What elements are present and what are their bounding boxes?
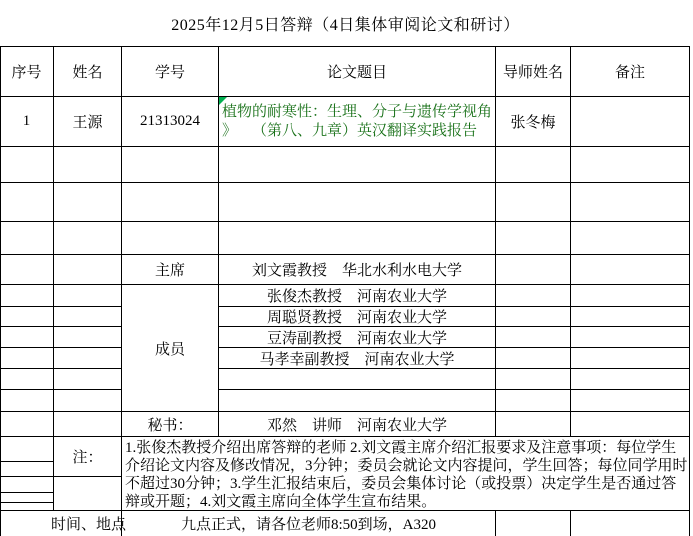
empty-cell[interactable] — [54, 147, 122, 183]
cell-row1-advisor[interactable]: 张冬梅 — [496, 97, 571, 147]
empty-cell[interactable] — [0, 222, 54, 255]
error-marker-icon — [219, 97, 227, 105]
footer-value-cell[interactable]: 九点正式，请各位老师8:50到场，A320 — [122, 511, 496, 536]
empty-cell[interactable] — [571, 307, 690, 327]
empty-cell[interactable] — [219, 369, 496, 390]
member-cell[interactable]: 豆涛副教授 河南农业大学 — [219, 327, 496, 348]
chair-value-cell[interactable]: 刘文霞教授 华北水利水电大学 — [219, 255, 496, 285]
empty-cell[interactable] — [0, 390, 54, 412]
sheet-title: 2025年12月5日答辩（4日集体审阅论文和研讨） — [171, 16, 520, 34]
empty-cell[interactable] — [0, 503, 54, 511]
empty-cell[interactable] — [0, 147, 54, 183]
empty-cell[interactable] — [219, 147, 496, 183]
empty-cell[interactable] — [219, 390, 496, 412]
thesis-title-line1: 植物的耐寒性：生理、分子与遗传学视角 — [222, 103, 493, 120]
header-thesis-title[interactable]: 论文题目 — [219, 47, 496, 97]
members-label-cell[interactable]: 成员 — [122, 285, 219, 412]
secretary-label-cell[interactable]: 秘书： — [122, 412, 219, 437]
empty-cell[interactable] — [496, 307, 571, 327]
empty-cell[interactable] — [219, 183, 496, 222]
notes-line4: 辩或开题；4.刘文霞主席向全体学生宣布结果。 — [125, 494, 437, 510]
header-student-id[interactable]: 学号 — [122, 47, 219, 97]
empty-cell[interactable] — [0, 183, 54, 222]
empty-cell[interactable] — [496, 183, 571, 222]
empty-cell[interactable] — [496, 511, 571, 536]
empty-cell[interactable] — [496, 348, 571, 369]
cell-row1-student-id[interactable]: 21313024 — [122, 97, 219, 147]
empty-cell[interactable] — [496, 327, 571, 348]
note-label-cell[interactable]: 注： — [54, 437, 122, 477]
empty-cell[interactable] — [54, 307, 122, 327]
empty-cell[interactable] — [571, 412, 690, 437]
notes-text-cell[interactable] — [122, 437, 690, 511]
empty-cell[interactable] — [571, 348, 690, 369]
empty-cell[interactable] — [0, 412, 54, 437]
cell-row1-thesis-title[interactable] — [219, 97, 496, 147]
empty-cell[interactable] — [571, 285, 690, 307]
empty-cell[interactable] — [54, 390, 122, 412]
member-cell[interactable]: 马孝幸副教授 河南农业大学 — [219, 348, 496, 369]
cell-row1-no[interactable]: 1 — [0, 97, 54, 147]
empty-cell[interactable] — [54, 255, 122, 285]
empty-cell[interactable] — [54, 477, 122, 511]
notes-line3: 不超过30分钟；3.学生汇报结束后，委员会集体讨论（或投票）决定学生是否通过答 — [125, 476, 677, 492]
empty-cell[interactable] — [0, 285, 54, 307]
notes-line1: 1.张俊杰教授介绍出席答辩的老师 2.刘文霞主席介绍汇报要求及注意事项：每位学生 — [125, 440, 677, 456]
empty-cell[interactable] — [571, 327, 690, 348]
empty-cell[interactable] — [54, 348, 122, 369]
empty-cell[interactable] — [0, 307, 54, 327]
empty-cell[interactable] — [54, 222, 122, 255]
empty-cell[interactable] — [496, 222, 571, 255]
header-remark[interactable]: 备注 — [571, 47, 690, 97]
empty-cell[interactable] — [496, 412, 571, 437]
secretary-value-cell[interactable]: 邓然 讲师 河南农业大学 — [219, 412, 496, 437]
empty-cell[interactable] — [122, 183, 219, 222]
empty-cell[interactable] — [0, 493, 54, 503]
empty-cell[interactable] — [122, 147, 219, 183]
empty-cell[interactable] — [571, 222, 690, 255]
cell-row1-name[interactable]: 王源 — [54, 97, 122, 147]
empty-cell[interactable] — [0, 348, 54, 369]
empty-cell[interactable] — [571, 255, 690, 285]
empty-cell[interactable] — [54, 183, 122, 222]
empty-cell[interactable] — [571, 390, 690, 412]
member-cell[interactable]: 周聪贤教授 河南农业大学 — [219, 307, 496, 327]
member-cell[interactable]: 张俊杰教授 河南农业大学 — [219, 285, 496, 307]
thesis-title-line2: 》 （第八、九章）英汉翻译实践报告 — [222, 122, 478, 139]
empty-cell[interactable] — [0, 437, 54, 462]
header-no[interactable]: 序号 — [0, 47, 54, 97]
empty-cell[interactable] — [496, 390, 571, 412]
chair-label-cell[interactable]: 主席 — [122, 255, 219, 285]
header-advisor[interactable]: 导师姓名 — [496, 47, 571, 97]
empty-cell[interactable] — [219, 222, 496, 255]
header-name[interactable]: 姓名 — [54, 47, 122, 97]
empty-cell[interactable] — [496, 369, 571, 390]
empty-cell[interactable] — [496, 147, 571, 183]
empty-cell[interactable] — [0, 477, 54, 493]
empty-cell[interactable] — [122, 222, 219, 255]
empty-cell[interactable] — [496, 285, 571, 307]
empty-cell[interactable] — [0, 255, 54, 285]
empty-cell[interactable] — [571, 147, 690, 183]
empty-cell[interactable] — [496, 255, 571, 285]
empty-cell[interactable] — [54, 412, 122, 437]
empty-cell[interactable] — [54, 369, 122, 390]
empty-cell[interactable] — [0, 369, 54, 390]
footer-label-cell[interactable]: 时间、地点 — [0, 511, 122, 536]
empty-cell[interactable] — [571, 511, 690, 536]
empty-cell[interactable] — [571, 183, 690, 222]
empty-cell[interactable] — [54, 327, 122, 348]
sheet-title-cell[interactable] — [0, 0, 691, 46]
empty-cell[interactable] — [54, 285, 122, 307]
empty-cell[interactable] — [0, 327, 54, 348]
empty-cell[interactable] — [571, 369, 690, 390]
cell-row1-remark[interactable] — [571, 97, 690, 147]
empty-cell[interactable] — [0, 462, 54, 477]
notes-line2: 介绍论文内容及修改情况，3分钟；委员会就论文内容提问，学生回答；每位同学用时 — [125, 458, 688, 474]
